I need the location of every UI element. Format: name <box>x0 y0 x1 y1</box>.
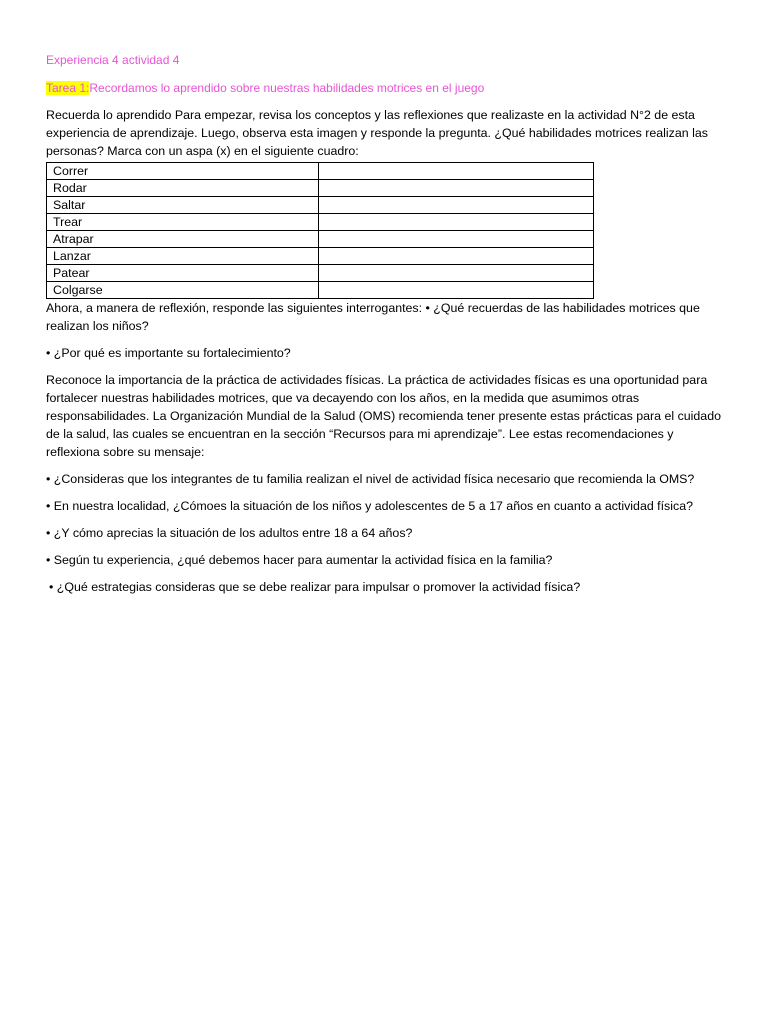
skill-cell: Colgarse <box>47 282 319 299</box>
question-importance: • ¿Por qué es importante su fortalecimiento? <box>46 346 291 360</box>
table-row <box>47 214 594 231</box>
question-item: • ¿Y cómo aprecias la situación de los adultos entre 18 a 64 años? <box>46 526 413 540</box>
table-row <box>47 163 594 180</box>
table-row <box>47 231 594 248</box>
skill-cell: Patear <box>47 265 319 282</box>
mark-cell[interactable] <box>318 248 593 265</box>
task-label: Tarea 1: <box>46 81 90 95</box>
mark-cell[interactable] <box>318 163 593 180</box>
skill-cell: Correr <box>47 163 319 180</box>
skill-cell: Saltar <box>47 197 319 214</box>
question-item: • ¿Qué estrategias consideras que se debe realizar para impulsar o promover la actividad física? <box>49 580 581 594</box>
table-row <box>47 248 594 265</box>
mark-cell[interactable] <box>318 231 593 248</box>
table-row <box>47 197 594 214</box>
question-item: • ¿Consideras que los integrantes de tu familia realizan el nivel de actividad física necesario que recomienda la OMS? <box>46 472 695 486</box>
table-row <box>47 265 594 282</box>
skill-cell: Atrapar <box>47 231 319 248</box>
mark-cell[interactable] <box>318 180 593 197</box>
table-row <box>47 180 594 197</box>
skill-cell: Lanzar <box>47 248 319 265</box>
reflection-paragraph: Ahora, a manera de reflexión, responde las siguientes interrogantes: • ¿Qué recuerdas de las habilidades motrices que realizan los niños? <box>46 301 700 333</box>
intro-paragraph: Recuerda lo aprendido Para empezar, revisa los conceptos y las reflexiones que realizaste en la actividad N°2 de esta experiencia de aprendizaje. Luego, observa esta imagen y responde la pregunta. ¿Qué habilidades motrices realizan las personas? Marca con un aspa (x) en el siguiente cuadro: <box>46 108 708 158</box>
experience-heading: Experiencia 4 actividad 4 <box>46 53 180 67</box>
mark-cell[interactable] <box>318 197 593 214</box>
importance-paragraph: Reconoce la importancia de la práctica de actividades físicas. La práctica de actividades físicas es una oportunidad para fortalecer nuestras habilidades motrices, que va decayendo con los años, en la medida que asumimos otras responsabilidades. La Organización Mundial de la Salud (OMS) recomienda tener presente estas prácticas para el cuidado de la salud, las cuales se encuentran en la sección “Recursos para mi aprendizaje”. Lee estas recomendaciones y reflexiona sobre su mensaje: <box>46 373 721 459</box>
mark-cell[interactable] <box>318 214 593 231</box>
task-heading <box>46 80 722 96</box>
skills-table <box>46 162 594 299</box>
table-row <box>47 282 594 299</box>
question-item: • En nuestra localidad, ¿Cómoes la situación de los niños y adolescentes de 5 a 17 años en cuanto a actividad física? <box>46 499 693 513</box>
task-title: Recordamos lo aprendido sobre nuestras habilidades motrices en el juego <box>89 81 485 95</box>
mark-cell[interactable] <box>318 265 593 282</box>
skill-cell: Rodar <box>47 180 319 197</box>
skill-cell: Trear <box>47 214 319 231</box>
mark-cell[interactable] <box>318 282 593 299</box>
question-item: • Según tu experiencia, ¿qué debemos hacer para aumentar la actividad física en la familia? <box>46 553 553 567</box>
